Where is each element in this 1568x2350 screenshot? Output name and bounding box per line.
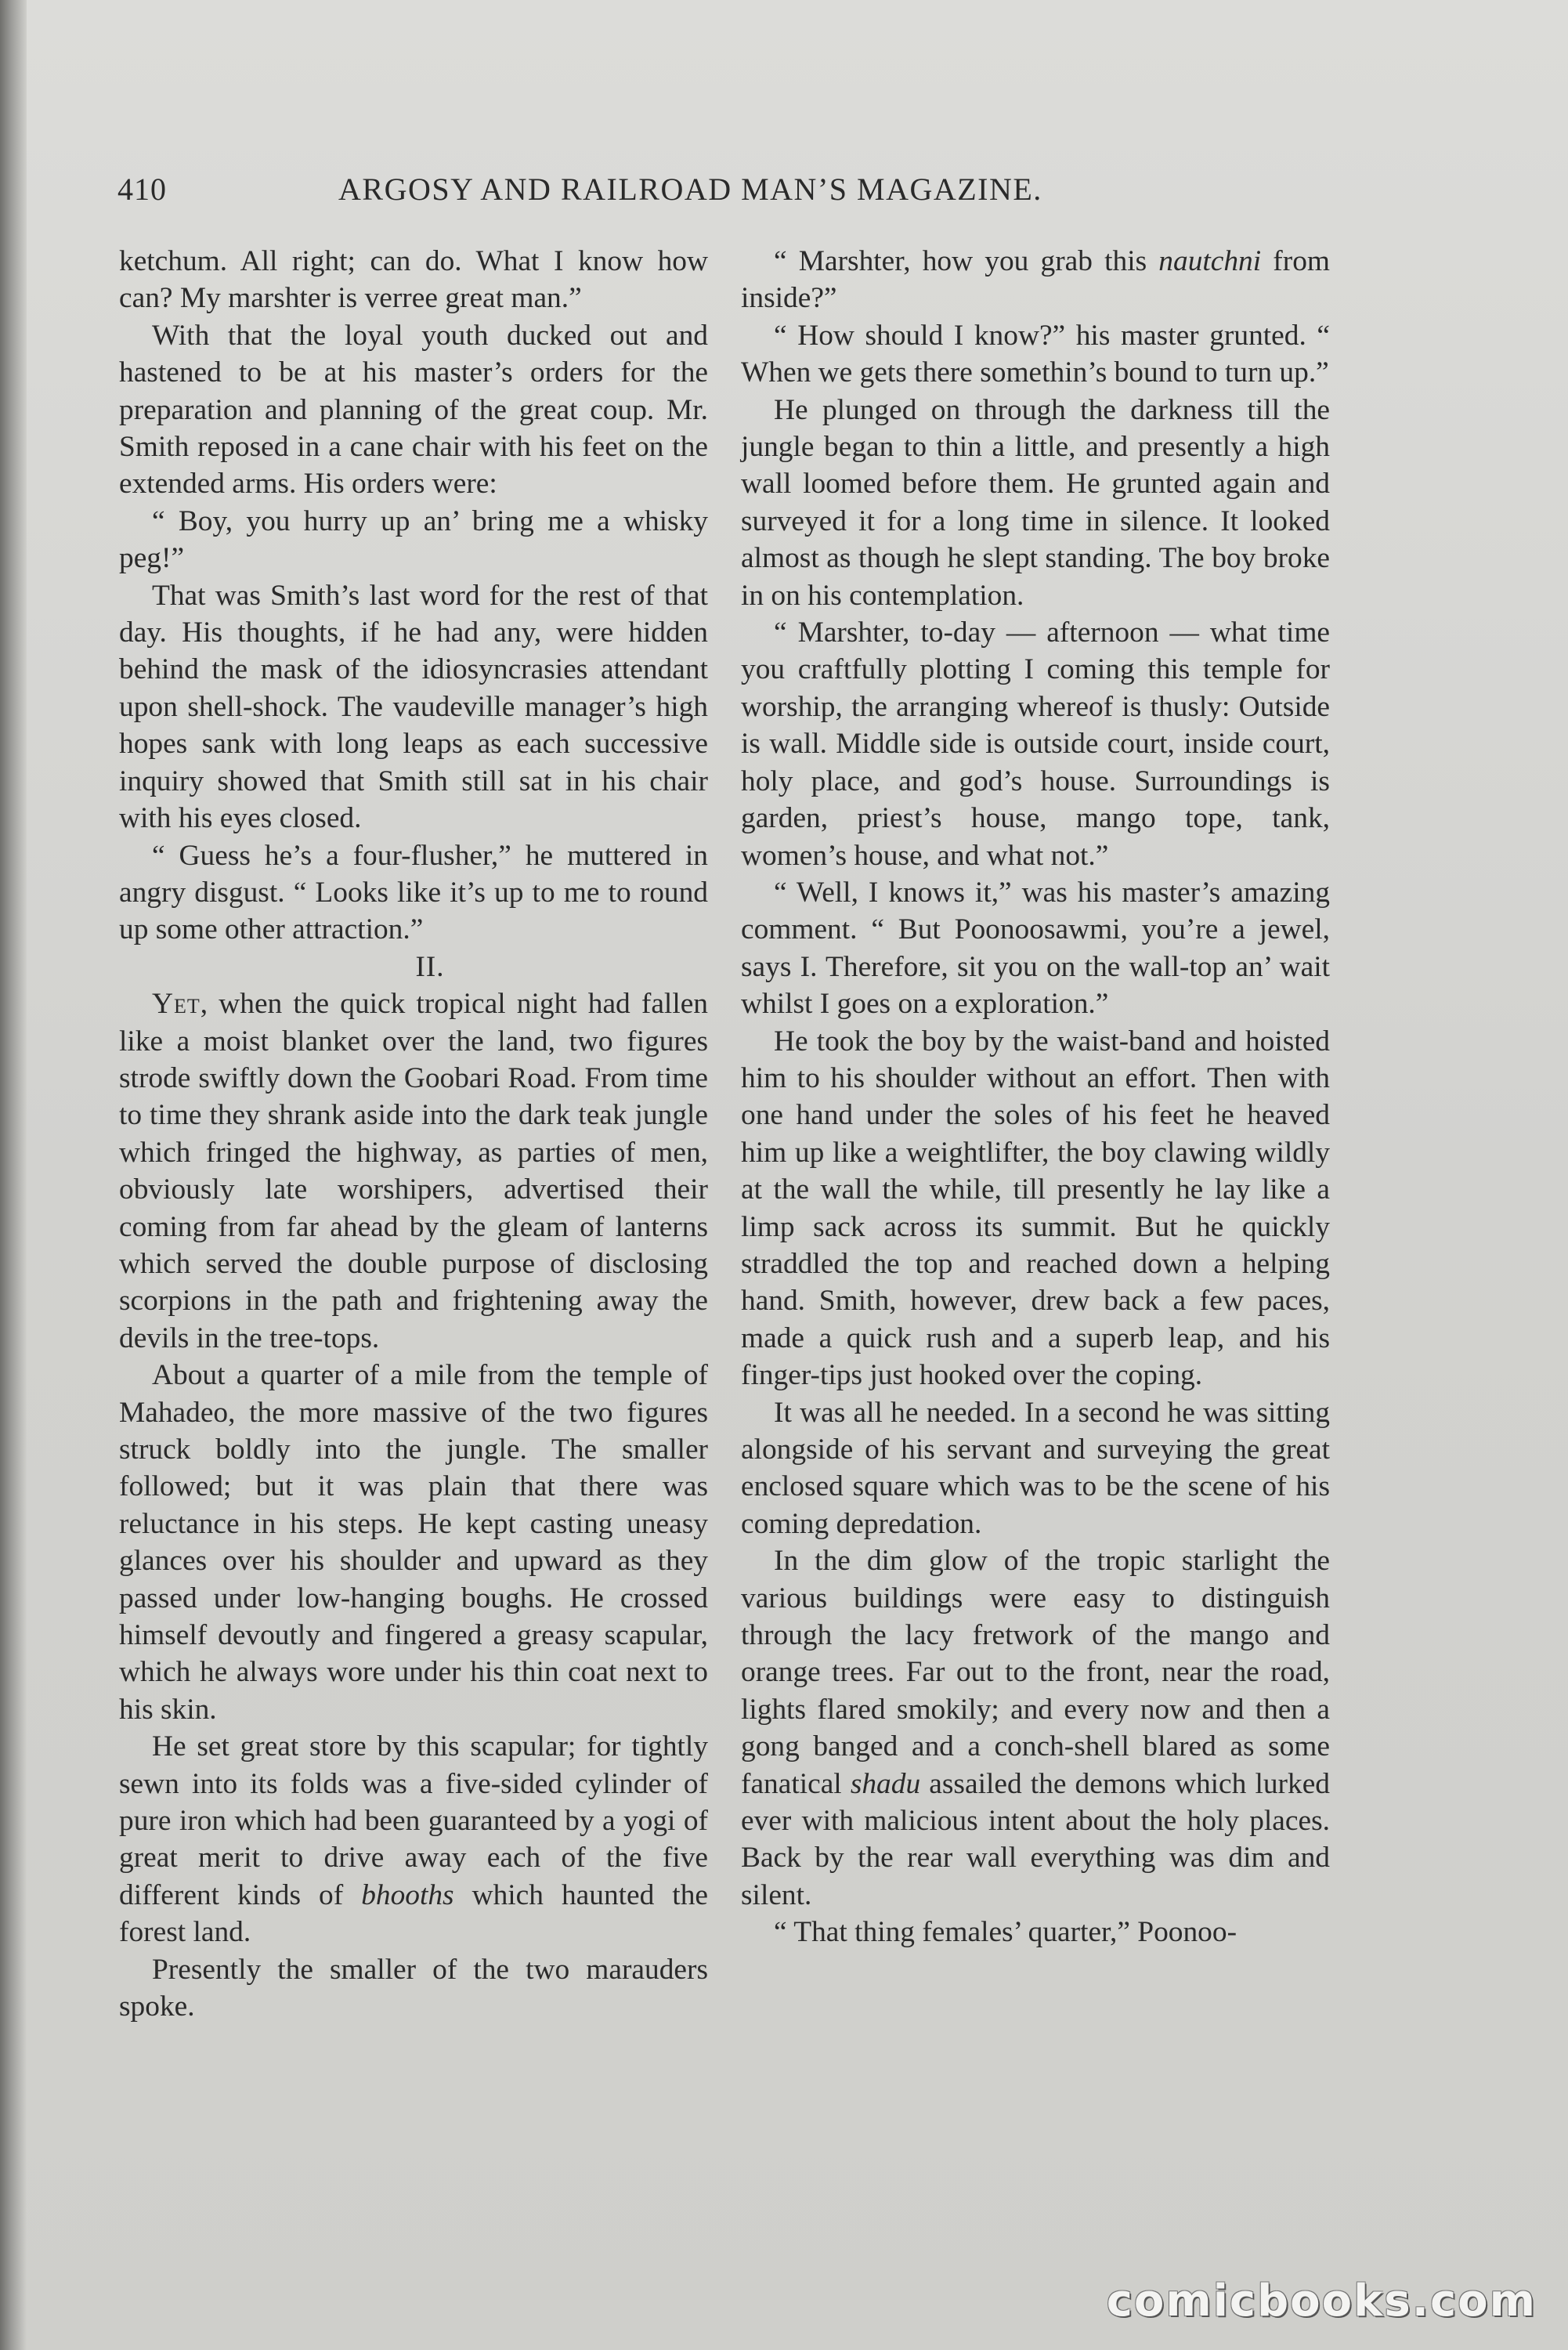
paragraph-text: , when the quick tropical night had fallen like a moist blanket over the land, two figures strode swiftly down the Goobari Road. From time to time they shrank aside into the dark teak jungle which fringed the highway, as parties of men, obviously late worshipers, advertised their coming from far ahead by the gleam of lanterns which served the double purpose of disclosing scorpions in the path and frightening away the devils in the tree-tops.: [119, 988, 708, 1354]
paragraph: “ How should I know?” his master grunted. “ When we gets there somethin’s bound to turn up.”: [741, 319, 1330, 389]
running-title: ARGOSY AND RAILROAD MAN’S MAGAZINE.: [338, 172, 1042, 207]
left-column: [119, 243, 708, 2026]
paragraph: [119, 1728, 708, 1950]
page-number: 410: [117, 172, 167, 207]
page-binding-edge: [0, 0, 27, 2350]
paragraph: With that the loyal youth ducked out and hastened to be at his master’s orders for the preparation and planning of the great coup. Mr. Smith reposed in a cane chair with his feet on the extended arms. His orders were:: [119, 319, 708, 501]
italic-term: nautchni: [1158, 245, 1262, 277]
paragraph: “ Boy, you hurry up an’ bring me a whisky peg!”: [119, 504, 708, 575]
paragraph: About a quarter of a mile from the temple of Mahadeo, the more massive of the two figures struck boldly into the jungle. The smaller followed; but it was plain that there was reluctance in his steps. He kept casting uneasy glances over his shoulder and upward as they passed under low-hanging boughs. He crossed himself devoutly and fingered a greasy scapular, which he always wore under his thin coat next to his skin.: [119, 1359, 708, 1726]
paragraph-text: He set great store by this scapular; for tightly sewn into its folds was a five-sided cylinder of pure iron which had been guaranteed by a yogi of great merit to drive away each of the five different kinds of: [119, 1730, 708, 1911]
italic-term: bhooths: [361, 1878, 454, 1911]
paragraph: “ Well, I knows it,” was his master’s amazing comment. “ But Poonoosawmi, you’re a jewel, says I. Therefore, sit you on the wall-top an’ wait whilst I goes on a exploration.”: [741, 876, 1330, 1021]
paragraph-text: “ Marshter, how you grab this: [774, 245, 1159, 277]
paragraph: [741, 1542, 1330, 1914]
paragraph-text: from inside?”: [741, 245, 1330, 315]
paragraph: Presently the smaller of the two marauders spoke.: [119, 1953, 708, 2023]
paragraph: “ Marshter, to-day — afternoon — what time you craftfully plotting I coming this temple for worship, the arranging whereof is thusly: Outside is wall. Middle side is outside court, inside court, holy place, and god’s house. Surroundings is garden, priest’s house, mango tope, tank, women’s house, and what not.”: [741, 616, 1330, 872]
paragraph: He took the boy by the waist-band and hoisted him to his shoulder without an effort. Then with one hand under the soles of his feet he heaved him up like a weightlifter, the boy clawing wildly at the wall the while, till presently he lay like a limp sack across its summit. But he quickly straddled the top and reached down a helping hand. Smith, however, drew back a few paces, made a quick rush and a superb leap, and his finger-tips just hooked over the coping.: [741, 1025, 1330, 1392]
paragraph-text: which haunted the forest land.: [119, 1878, 708, 1949]
paragraph-lead-small-caps: Yet: [152, 988, 201, 1021]
paragraph: That was Smith’s last word for the rest of that day. His thoughts, if he had any, were hidden behind the mask of the idiosyncrasies attendant upon shell-shock. The vaudeville manager’s high hopes sank with long leaps as each successive inquiry showed that Smith still sat in his chair with his eyes closed.: [119, 579, 708, 835]
watermark-logo: comicbooks.com: [1106, 2276, 1537, 2326]
right-column: [741, 243, 1330, 1951]
paragraph: He plunged on through the darkness till the jungle began to thin a little, and presently a high wall loomed before them. He grunted again and surveyed it for a long time in silence. It looked almost as though he slept standing. The boy broke in on his contemplation.: [741, 393, 1330, 612]
paragraph: It was all he needed. In a second he was sitting alongside of his servant and surveying the great enclosed square which was to be the scene of his coming depredation.: [741, 1396, 1330, 1540]
paragraph: “ That thing females’ quarter,” Poonoo-: [774, 1916, 1237, 1949]
italic-term: shadu: [850, 1767, 921, 1800]
paragraph-text: In the dim glow of the tropic starlight the various buildings were easy to distinguish through the lacy fretwork of the mango and orange trees. Far out to the front, near the road, lights flared smokily; and every now and then a gong banged and a conch-shell blared as some fanatical: [741, 1545, 1330, 1800]
paragraph: [741, 243, 1330, 317]
paragraph: “ Guess he’s a four-flusher,” he muttered in angry disgust. “ Looks like it’s up to me to round up some other attraction.”: [119, 839, 708, 946]
paragraph: ketchum. All right; can do. What I know how can? My marshter is verree great man.”: [119, 245, 708, 315]
paragraph-text: assailed the demons which lurked ever with malicious intent about the holy places. Back by the rear wall everything was dim and silent.: [741, 1767, 1330, 1911]
paragraph: [119, 985, 708, 1357]
page-header: [117, 171, 1339, 215]
section-heading: II.: [415, 950, 445, 983]
